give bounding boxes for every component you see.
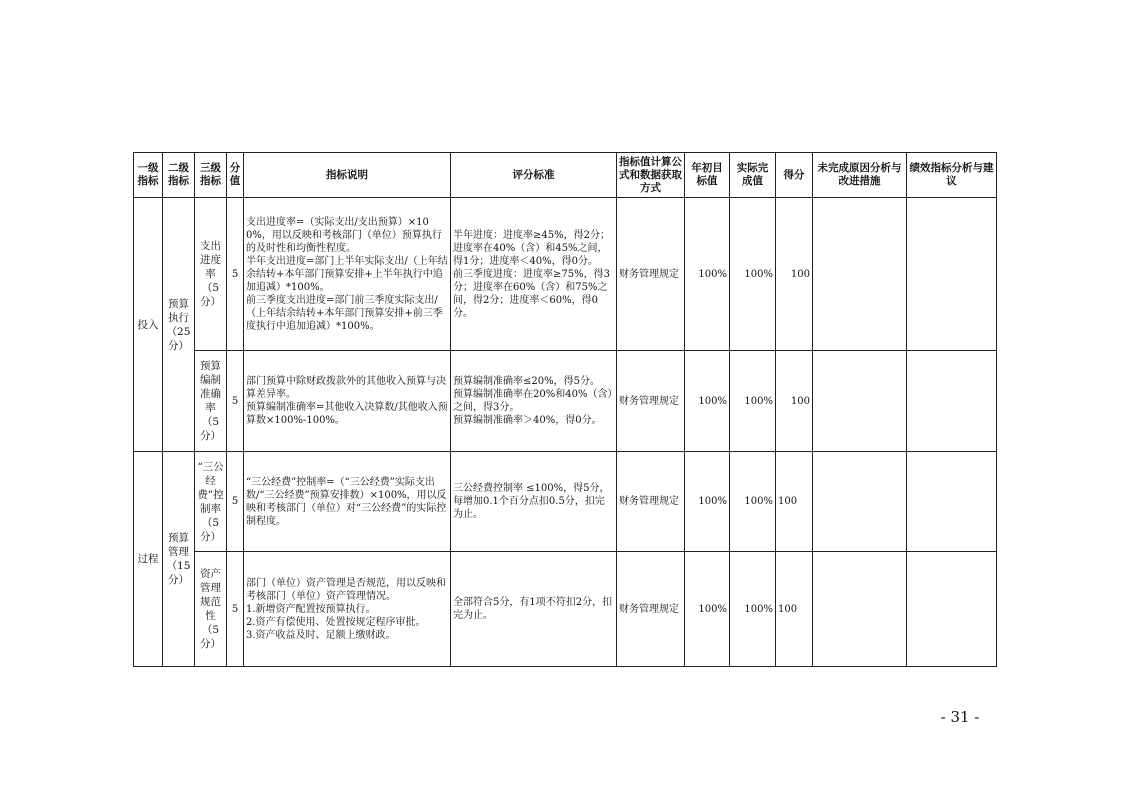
annual-target-cell: 100% <box>685 198 730 351</box>
suggestion-cell <box>907 351 997 452</box>
page-number: - 31 - <box>940 708 980 726</box>
criteria-line: 前三季度进度：进度率≥75%，得3分；进度率在60%（含）和75%之间，得2分；进度率＜60%，得0分。 <box>453 268 610 319</box>
description-cell <box>244 452 451 552</box>
header-level1: 一级指标 <box>134 153 163 198</box>
table-row <box>134 452 997 552</box>
header-suggestion: 绩效指标分析与建议 <box>907 153 997 198</box>
description-cell <box>244 552 451 667</box>
level3-cell: 预算编制准确率（5分） <box>195 351 227 452</box>
formula-cell: 财务管理规定 <box>617 351 685 452</box>
description-line: 部门（单位）资产管理是否规范，用以反映和考核部门（单位）资产管理情况。 <box>246 577 446 602</box>
header-score-value: 分值 <box>227 153 244 198</box>
criteria-line: 全部符合5分，有1项不符扣2分，扣完为止。 <box>453 597 613 621</box>
performance-indicator-table <box>133 152 997 667</box>
criteria-cell <box>451 452 617 552</box>
score-cell: 100 <box>776 552 813 667</box>
score-value-cell: 5 <box>227 552 244 667</box>
suggestion-cell <box>907 452 997 552</box>
header-annual-target: 年初目标值 <box>685 153 730 198</box>
description-line: 部门预算中除财政拨款外的其他收入预算与决算差异率。 <box>246 376 446 400</box>
table-header-row <box>134 153 997 198</box>
score-value-cell: 5 <box>227 351 244 452</box>
header-level3: 三级指标 <box>195 153 227 198</box>
reason-cell <box>813 198 907 351</box>
description-line: 支出进度率=（实际支出/支出预算）×100%，用以反映和考核部门（单位）预算执行的及时性和均衡性程度。 <box>246 216 442 254</box>
criteria-cell <box>451 552 617 667</box>
level2-cell: 预算管理（15分） <box>163 452 195 667</box>
criteria-line: 预算编制准确率在20%和40%（含）之间，得3分。 <box>453 389 613 413</box>
level3-cell: “三公经费”控制率（5分） <box>195 452 227 552</box>
description-line: “三公经费”控制率=（“三公经费”实际支出数/“三公经费”预算安排数）×100%，用以反映和考核部门（单位）对“三公经费”的实际控制程度。 <box>246 476 447 527</box>
reason-cell <box>813 351 907 452</box>
table-row <box>134 552 997 667</box>
formula-cell: 财务管理规定 <box>617 452 685 552</box>
header-criteria: 评分标准 <box>451 153 617 198</box>
actual-cell: 100% <box>730 552 776 667</box>
reason-cell <box>813 552 907 667</box>
description-line: 1.新增资产配置按预算执行。 <box>246 603 376 615</box>
level1-cell: 投入 <box>134 198 163 452</box>
suggestion-cell <box>907 198 997 351</box>
header-description: 指标说明 <box>244 153 451 198</box>
formula-cell: 财务管理规定 <box>617 552 685 667</box>
formula-cell: 财务管理规定 <box>617 198 685 351</box>
description-line: 3.资产收益及时、足额上缴财政。 <box>246 629 396 641</box>
level3-cell: 资产管理规范性（5分） <box>195 552 227 667</box>
header-actual: 实际完成值 <box>730 153 776 198</box>
annual-target-cell: 100% <box>685 351 730 452</box>
level3-cell: 支出进度率（5分） <box>195 198 227 351</box>
score-cell: 100 <box>776 351 813 452</box>
header-reason: 未完成原因分析与改进措施 <box>813 153 907 198</box>
annual-target-cell: 100% <box>685 552 730 667</box>
description-cell <box>244 351 451 452</box>
criteria-cell <box>451 198 617 351</box>
reason-cell <box>813 452 907 552</box>
score-cell: 100 <box>776 452 813 552</box>
table-row <box>134 198 997 351</box>
score-value-cell: 5 <box>227 198 244 351</box>
header-score: 得分 <box>776 153 813 198</box>
score-value-cell: 5 <box>227 452 244 552</box>
description-cell <box>244 198 451 351</box>
description-line: 半年支出进度=部门上半年实际支出/（上年结余结转+本年部门预算安排+上半年执行中追加追减）*100%。 <box>246 255 448 293</box>
criteria-line: 预算编制准确率＞40%，得0分。 <box>453 415 602 426</box>
level2-cell: 预算执行（25分） <box>163 198 195 452</box>
criteria-line: 三公经费控制率 ≤100%，得5分，每增加0.1个百分点扣0.5分，扣完为止。 <box>453 483 610 520</box>
table-row <box>134 351 997 452</box>
description-line: 前三季度支出进度=部门前三季度实际支出/（上年结余结转+本年部门预算安排+前三季度执行中追加追减）*100%。 <box>246 294 443 332</box>
actual-cell: 100% <box>730 452 776 552</box>
annual-target-cell: 100% <box>685 452 730 552</box>
criteria-cell <box>451 351 617 452</box>
description-line: 2.资产有偿使用、处置按规定程序审批。 <box>246 616 426 628</box>
criteria-line: 半年进度：进度率≥45%，得2分；进度率在40%（含）和45%之间，得1分；进度率＜40%，得0分。 <box>453 229 610 267</box>
actual-cell: 100% <box>730 351 776 452</box>
description-line: 预算编制准确率=其他收入决算数/其他收入预算数×100%-100%。 <box>246 402 448 426</box>
level1-cell: 过程 <box>134 452 163 667</box>
suggestion-cell <box>907 552 997 667</box>
header-level2: 二级指标 <box>163 153 195 198</box>
score-cell: 100 <box>776 198 813 351</box>
header-formula: 指标值计算公式和数据获取方式 <box>617 153 685 198</box>
criteria-line: 预算编制准确率≤20%，得5分。 <box>453 376 600 387</box>
actual-cell: 100% <box>730 198 776 351</box>
